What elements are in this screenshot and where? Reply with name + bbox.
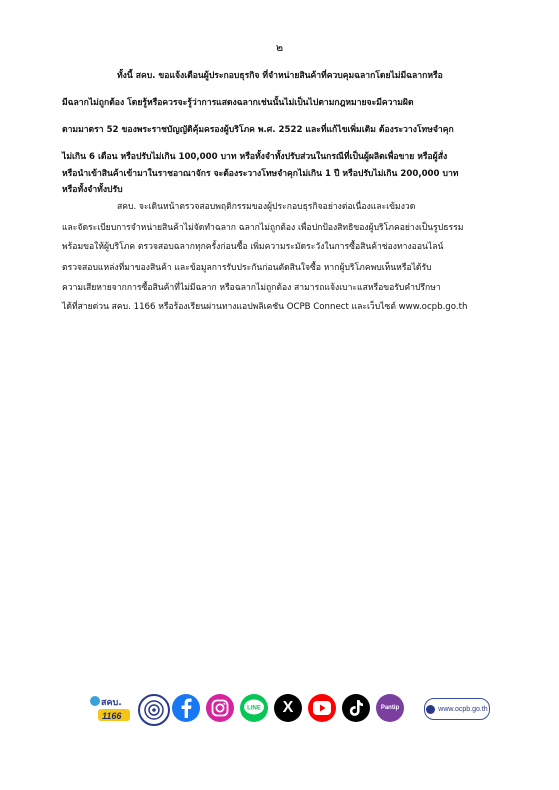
- facebook-icon[interactable]: [172, 694, 200, 722]
- paragraph-line: หรือทั้งจำทั้งปรับ: [62, 185, 123, 195]
- svg-text:สคบ.: สคบ.: [101, 698, 122, 708]
- instagram-icon[interactable]: [206, 694, 234, 722]
- youtube-icon[interactable]: [308, 694, 336, 722]
- paragraph-line: ตามมาตรา 52 ของพระราชบัญญัติคุ้มครองผู้บริโภค พ.ศ. 2522 และที่แก้ไขเพิ่มเติม ต้องระวางโทษจำคุก: [62, 125, 454, 135]
- line-icon[interactable]: [240, 694, 268, 722]
- paragraph-line: มีฉลากไม่ถูกต้อง โดยรู้หรือควรจะรู้ว่าการแสดงฉลากเช่นนั้นไม่เป็นไปตามกฎหมายจะมีความผิด: [62, 98, 414, 108]
- pantip-icon[interactable]: [376, 694, 404, 722]
- paragraph-line: หรือนำเข้าสินค้าเข้ามาในราชอาณาจักร จะต้องระวางโทษจำคุกไม่เกิน 1 ปี หรือปรับไม่เกิน 200,000 บาท: [62, 169, 459, 179]
- paragraph-line: และจัดระเบียบการจำหน่ายสินค้าไม่จัดทำฉลาก ฉลากไม่ถูกต้อง เพื่อปกป้องสิทธิของผู้บริโภคอย่างเป็นรูปธรรม: [62, 223, 464, 233]
- paragraph-line: ตรวจสอบแหล่งที่มาของสินค้า และข้อมูลการรับประกันก่อนตัดสินใจซื้อ หากผู้บริโภคพบเห็นหรือได้รับ: [62, 263, 432, 273]
- x-icon-glyph: X: [282, 699, 294, 716]
- website-url: www.ocpb.go.th: [438, 705, 488, 713]
- svg-text:1166: 1166: [102, 711, 122, 721]
- pantip-label: Pantip: [380, 705, 400, 711]
- x-icon[interactable]: [274, 694, 302, 722]
- hotline-1166-logo[interactable]: [88, 692, 134, 724]
- globe-icon: [426, 705, 435, 714]
- svg-text:LINE: LINE: [247, 705, 261, 712]
- tiktok-icon[interactable]: [342, 694, 370, 722]
- paragraph-line: พร้อมขอให้ผู้บริโภค ตรวจสอบฉลากทุกครั้งก่อนซื้อ เพิ่มความระมัดระวังในการซื้อสินค้าช่องทางออนไลน์: [62, 242, 444, 252]
- paragraph-line: สคบ. จะเดินหน้าตรวจสอบพฤติกรรมของผู้ประกอบธุรกิจอย่างต่อเนื่องและเข้มงวด: [117, 202, 416, 212]
- paragraph-line: ทั้งนี้ สคบ. ขอแจ้งเตือนผู้ประกอบธุรกิจ ที่จำหน่ายสินค้าที่ควบคุมฉลากโดยไม่มีฉลากหรือ: [117, 71, 443, 81]
- website-link[interactable]: [424, 698, 490, 720]
- paragraph-line: ได้ที่สายด่วน สคบ. 1166 หรือร้องเรียนผ่านทางแอปพลิเคชัน OCPB Connect และเว็บไซต์ www.ocpb.go.th: [62, 302, 468, 312]
- ocpb-seal-icon[interactable]: [138, 694, 170, 726]
- paragraph-line: ไม่เกิน 6 เดือน หรือปรับไม่เกิน 100,000 บาท หรือทั้งจำทั้งปรับส่วนในกรณีที่เป็นผู้ผลิตเพื่อขาย หรือผู้สั่ง: [62, 152, 448, 162]
- paragraph-line: ความเสียหายจากการซื้อสินค้าที่ไม่มีฉลาก หรือฉลากไม่ถูกต้อง สามารถแจ้งเบาะแสหรือขอรับคำปรึกษา: [62, 283, 441, 293]
- hotline-icon: [88, 692, 134, 724]
- social-footer: [88, 692, 488, 724]
- page-number: ๒: [275, 41, 284, 54]
